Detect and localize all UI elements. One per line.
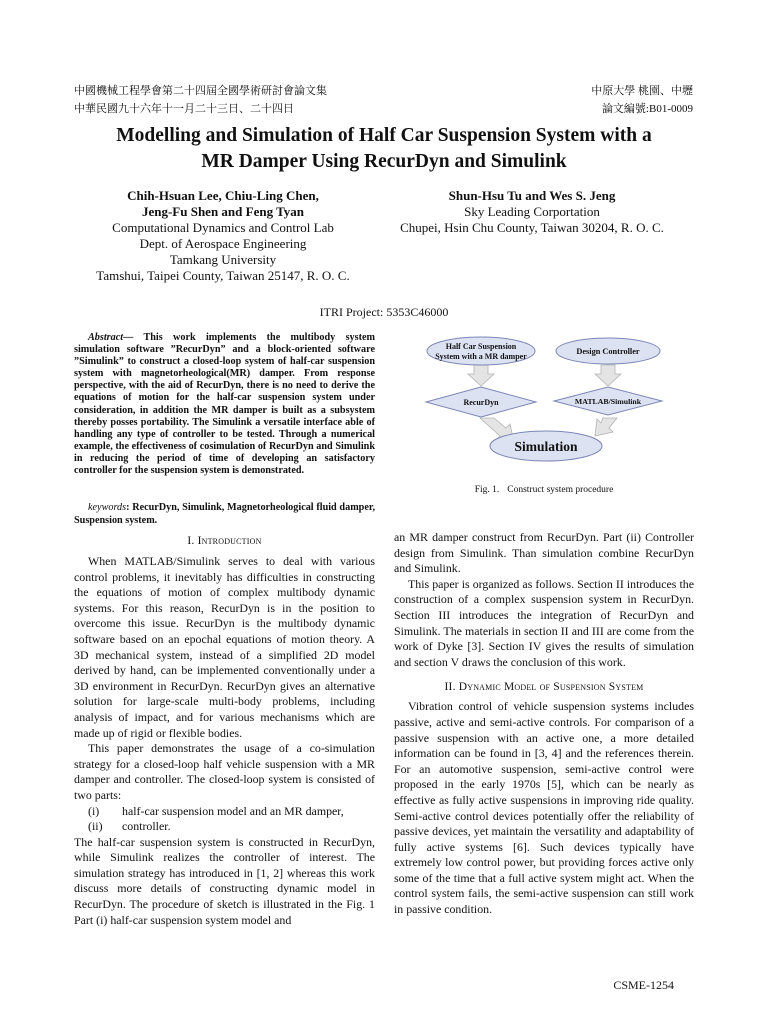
abstract: Abstract— This work implements the multibody system simulation software ”RecurDyn” and a block-oriented software ”Simulink” to construct a closed-loop system of half-car suspension system with magnetorheological(MR) damper. From response perspective, with the aid of RecurDyn, there is no need to derive the equations of motion for the half-car suspension system under consideration, in addition the MR damper is built as a subsystem thereby posses portability. The Simulink a versatile interface able of handling any type of controller to be tested. Through a numerical example, the effectiveness of cosimulation of RecurDyn and Simulink in reducing the period of time of developing an satisfactory controller for the suspension system is demonstrated.	[74, 332, 375, 477]
author-names: Shun-Hsu Tu and Wes S. Jeng	[448, 188, 616, 203]
paper-title: Modelling and Simulation of Half Car Suspension System with a MR Damper Using RecurDyn and Simulink	[116, 125, 652, 172]
conference-header-right	[591, 82, 693, 118]
figure-number: Fig. 1.	[474, 485, 500, 495]
affiliation-line: Tamshui, Taipei County, Taiwan 25147, R. O. C.	[96, 268, 350, 283]
keywords-label: keywords	[88, 502, 127, 513]
paragraph: This paper is organized as follows. Section II introduces the construction of a complex suspension system in RecurDyn. Section III introduces the integration of RecurDyn and Simulink. The materials in section II and III are come from the work of Dyke [3]. Section IV gives the results of simulation and section V draws the conclusion of this work.	[394, 576, 694, 669]
author-names: Chih-Hsuan Lee, Chiu-Ling Chen,	[127, 188, 319, 203]
section-heading: I. Introduction	[187, 535, 262, 547]
conference-name: 中國機械工程學會第二十四屆全國學術研討會論文集	[74, 85, 327, 97]
abstract-label: Abstract	[88, 332, 124, 343]
conference-header-left	[74, 82, 327, 118]
node-label: RecurDyn	[463, 398, 499, 407]
paragraph: an MR damper construct from RecurDyn. Part (ii) Controller design from Simulink. Than simulation combine RecurDyn and Simulink.	[394, 530, 694, 576]
introduction-column	[74, 534, 375, 928]
figure-caption-text: Construct system procedure	[507, 485, 614, 495]
node-label: Design Controller	[576, 347, 640, 356]
author-names: Jeng-Fu Shen and Feng Tyan	[141, 204, 305, 219]
author-block-left	[64, 188, 382, 284]
figure-1-diagram	[418, 330, 684, 470]
paper-number: 論文編號:B01-0009	[601, 103, 693, 115]
paragraph: Vibration control of vehicle suspension systems includes passive, active and semi-active controls. For comparison of a passive suspension with an active one, a more detailed information can be found in [3, 4] and the references therein. For an automotive suspension, semi-active control were proposed in the early 1970s [5], which can be nearly as effective as fully active suspensions in improving ride quality. Semi-active control devices potentially offer the reliability of passive devices, yet maintain the versatility and adaptability of fully active systems [6]. Such devices typically have extremely low control power, but providing forces active only some of the time that a full active system might act. When the control system fails, the semi-active suspension can still work in passive condition.	[394, 699, 694, 917]
node-label: Simulation	[514, 439, 578, 454]
arrow-down-right	[595, 365, 621, 386]
flow-diagram-svg	[418, 330, 684, 470]
abstract-text: This work implements the multibody system simulation software ”RecurDyn” and a block-oriented software ”Simulink” to construct a closed-loop system of half-car suspension system with magnetorheological(MR) damper. From response perspective, with the aid of RecurDyn, there is no need to derive the equations of motion for the half-car suspension system under consideration, in addition the MR damper is built as a subsystem thereby posses portability. The Simulink a versatile interface able of handling any type of controller to be tested. Through a numerical example, the effectiveness of cosimulation of RecurDyn and Simulink in reducing the period of time of developing an satisfactory controller for the suspension system is demonstrated.	[74, 332, 375, 477]
affiliation-line: Computational Dynamics and Control Lab	[112, 220, 334, 235]
author-block-right	[376, 188, 688, 236]
keywords-text: : RecurDyn, Simulink, Magnetorheological fluid damper, Suspension system.	[74, 502, 375, 526]
figure-caption	[394, 485, 694, 495]
conference-date: 中華民國九十六年十一月二十三日、二十四日	[74, 103, 294, 115]
arrow-merge-right	[595, 418, 617, 436]
node-label: Half Car Suspension	[445, 342, 517, 351]
keywords	[74, 501, 375, 527]
project-id: ITRI Project: 5353C46000	[319, 305, 449, 319]
list-item: (i) half-car suspension model and an MR damper,	[88, 803, 344, 818]
page-footer: CSME-1254	[613, 978, 674, 992]
conference-location: 中原大學 桃園、中壢	[591, 85, 693, 97]
affiliation-line: Tamkang University	[169, 252, 277, 267]
arrow-down-left	[468, 365, 494, 386]
node-label: MATLAB/Simulink	[574, 397, 642, 406]
node-label: System with a MR damper	[435, 352, 527, 361]
affiliation-line: Chupei, Hsin Chu County, Taiwan 30204, R. O. C.	[400, 220, 664, 235]
paragraph: The half-car suspension system is constructed in RecurDyn, while Simulink realizes the controller of interest. The simulation strategy has introduced in [1, 2] whereas this work discuss more details of constructing dynamic model in RecurDyn. The procedure of sketch is illustrated in the Fig. 1 Part (i) half-car suspension system model and	[74, 834, 375, 927]
paragraph: When MATLAB/Simulink serves to deal with various control problems, it inevitably has difficulties in constructing the equations of motion of complex multibody dynamic systems. For this reason, RecurDyn is in the position to overcome this issue. RecurDyn is the multibody dynamic software based on an epochal equations of motion theory. A 3D mechanical system, instead of a simplified 2D model derived by hand, can be implemented conventionally under a 3D environment in RecurDyn. RecurDyn gives an alternative solution for large-scale multi-body problems, including analysis of impact, and for various mechanisms which are made up of rigid or flexible bodies.	[74, 554, 375, 740]
list-item: (ii) controller.	[88, 819, 171, 834]
affiliation-line: Dept. of Aerospace Engineering	[139, 236, 307, 251]
affiliation-line: Sky Leading Corportation	[464, 204, 600, 219]
section-heading: II. Dynamic Model of Suspension System	[444, 681, 644, 694]
paragraph: This paper demonstrates the usage of a co-simulation strategy for a closed-loop half vehicle suspension with a MR damper and controller. The closed-loop system is consisted of two parts:	[74, 741, 375, 802]
right-column-text	[394, 530, 694, 918]
